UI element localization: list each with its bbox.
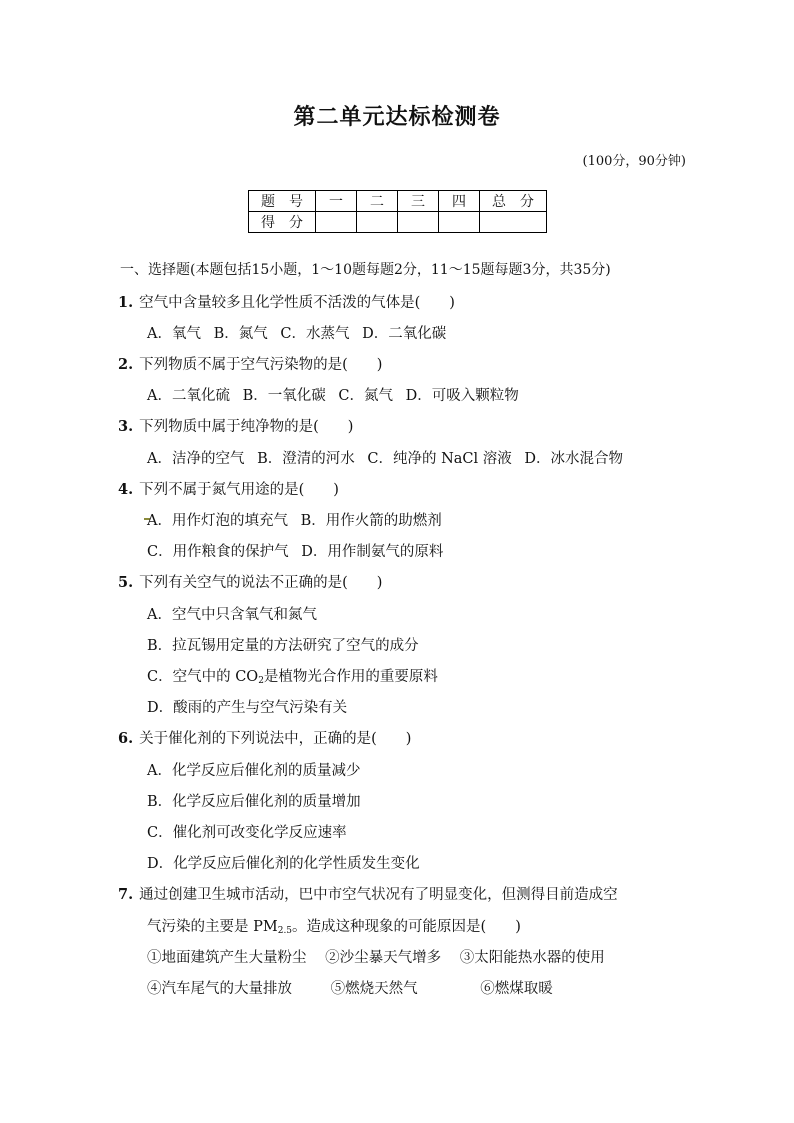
option-d: D．二氧化碳 — [362, 326, 447, 342]
score-table — [248, 190, 547, 233]
question-number: 5. — [118, 574, 134, 591]
question-7 — [118, 883, 618, 904]
option-c: C．氮气 — [338, 388, 393, 404]
question-number: 4. — [118, 481, 134, 498]
exam-info: (100分，90分钟) — [582, 154, 686, 169]
question-text-cont: 气污染的主要是 PM — [147, 919, 278, 935]
option-d: D．冰水混合物 — [524, 451, 623, 467]
question-number: 2. — [118, 356, 134, 373]
question-7-options-row1 — [147, 946, 605, 967]
option-d: D．化学反应后催化剂的化学性质发生变化 — [147, 856, 420, 872]
question-text: 空气中含量较多且化学性质不活泼的气体是( ) — [139, 295, 455, 311]
score-header-cell: 二 — [357, 191, 398, 212]
option-d: D．可吸入颗粒物 — [405, 388, 519, 404]
question-7-options-row2 — [147, 977, 553, 998]
page-title: 第二单元达标检测卷 — [293, 104, 501, 130]
choice-2: ②沙尘暴天气增多 — [325, 950, 442, 966]
score-cell[interactable] — [398, 212, 439, 233]
option-b: B．一氧化碳 — [242, 388, 326, 404]
question-2-options — [147, 384, 519, 405]
score-row-label: 得 分 — [249, 212, 316, 233]
option-a: A．用作灯泡的填充气 — [147, 513, 288, 529]
choice-5: ⑤燃烧天然气 — [330, 981, 418, 997]
score-header-cell: 四 — [439, 191, 480, 212]
question-3 — [118, 415, 353, 436]
option-a: A．洁净的空气 — [147, 451, 245, 467]
option-b: B．化学反应后催化剂的质量增加 — [147, 794, 361, 810]
score-table-score-row — [249, 212, 547, 233]
choice-3: ③太阳能热水器的使用 — [459, 950, 605, 966]
question-text: 下列物质不属于空气污染物的是( ) — [139, 357, 383, 373]
option-c: C．催化剂可改变化学反应速率 — [147, 825, 347, 841]
question-text: 关于催化剂的下列说法中，正确的是( ) — [139, 731, 412, 747]
option-b: B．氮气 — [213, 326, 268, 342]
question-number: 1. — [118, 294, 134, 311]
pm-subscript: 2.5 — [277, 926, 293, 936]
question-text-cont-end: 。造成这种现象的可能原因是( ) — [292, 919, 521, 935]
option-a: A．化学反应后催化剂的质量减少 — [147, 763, 361, 779]
question-4-options-row1 — [147, 509, 442, 530]
question-number: 6. — [118, 730, 134, 747]
question-text: 下列有关空气的说法不正确的是( ) — [139, 575, 383, 591]
option-c: C．纯净的 NaCl 溶液 — [367, 451, 512, 467]
co2-subscript: 2 — [258, 676, 264, 686]
score-cell[interactable] — [439, 212, 480, 233]
question-1 — [118, 291, 455, 312]
option-c: C．水蒸气 — [280, 326, 350, 342]
option-a: A．二氧化硫 — [147, 388, 230, 404]
option-c: C．用作粮食的保护气 — [147, 544, 289, 560]
option-d: D．酸雨的产生与空气污染有关 — [147, 700, 348, 716]
question-text: 下列不属于氮气用途的是( ) — [139, 482, 339, 498]
choice-4: ④汽车尾气的大量排放 — [147, 981, 292, 997]
option-a: A．氧气 — [147, 326, 201, 342]
option-c-suffix: 是植物光合作用的重要原料 — [263, 669, 438, 685]
score-header-cell: 题 号 — [249, 191, 316, 212]
option-b: B．用作火箭的助燃剂 — [300, 513, 442, 529]
section-heading: 一、选择题(本题包括15小题，1～10题每题2分，11～15题每题3分，共35分) — [120, 262, 611, 278]
score-table-header-row — [249, 191, 547, 212]
score-header-cell: 三 — [398, 191, 439, 212]
option-b: B．拉瓦锡用定量的方法研究了空气的成分 — [147, 638, 419, 654]
question-6 — [118, 727, 411, 748]
score-cell[interactable] — [316, 212, 357, 233]
question-number: 3. — [118, 418, 134, 435]
score-cell[interactable] — [480, 212, 547, 233]
option-a: A．空气中只含氧气和氮气 — [147, 607, 317, 623]
question-3-options — [147, 447, 623, 468]
choice-6: ⑥燃煤取暖 — [480, 981, 553, 997]
score-header-cell: 一 — [316, 191, 357, 212]
option-d: D．用作制氨气的原料 — [301, 544, 444, 560]
option-c-prefix: C．空气中的 CO — [147, 669, 259, 685]
question-number: 7. — [118, 886, 134, 903]
question-text: 下列物质中属于纯净物的是( ) — [139, 419, 354, 435]
question-1-options — [147, 322, 446, 343]
choice-1: ①地面建筑产生大量粉尘 — [147, 950, 307, 966]
score-cell[interactable] — [357, 212, 398, 233]
question-text: 通过创建卫生城市活动，巴中市空气状况有了明显变化，但测得目前造成空 — [139, 887, 618, 903]
option-c — [147, 665, 438, 686]
score-header-cell: 总 分 — [480, 191, 547, 212]
question-4-options-row2 — [147, 540, 443, 561]
question-5 — [118, 571, 382, 592]
question-7-continuation — [147, 915, 521, 936]
question-4 — [118, 478, 339, 499]
question-2 — [118, 353, 382, 374]
option-b: B．澄清的河水 — [257, 451, 355, 467]
